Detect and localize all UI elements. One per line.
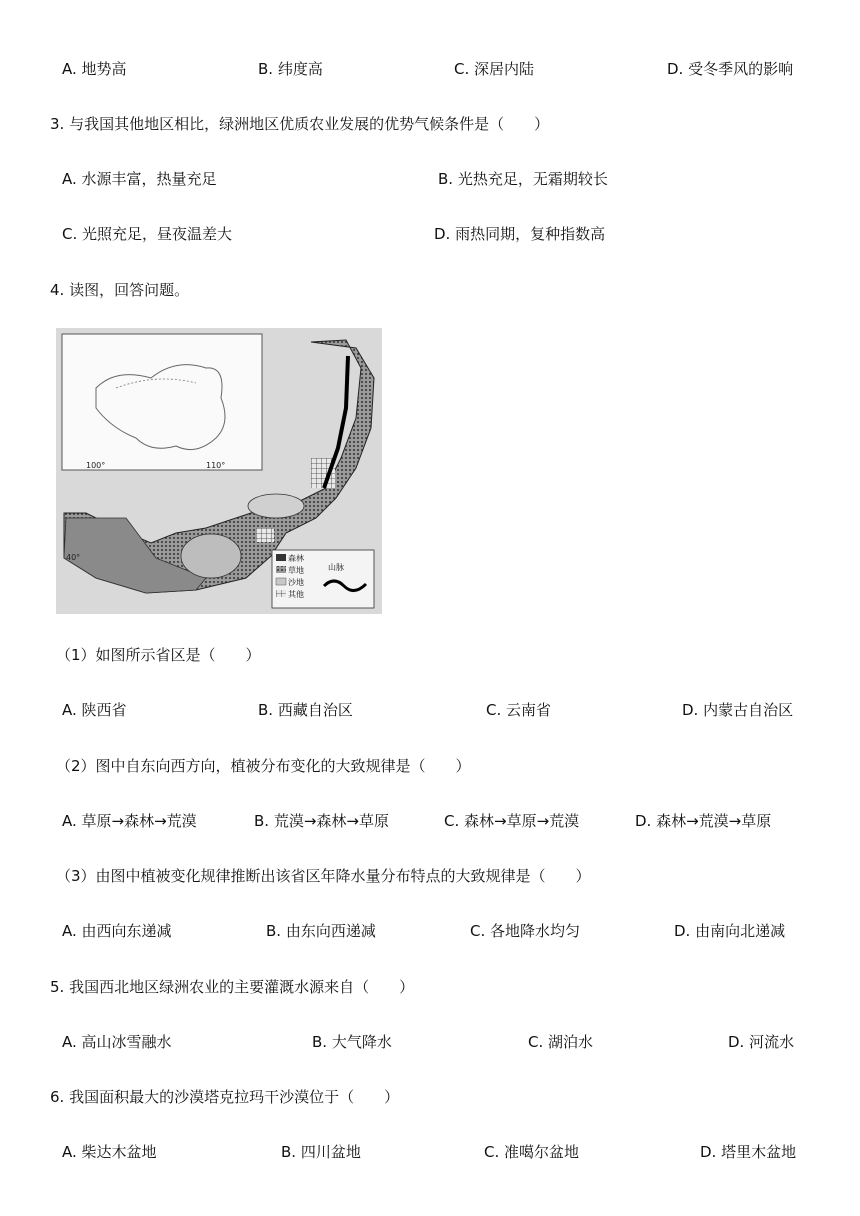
q6-option-b[interactable]: B. 四川盆地	[281, 1143, 361, 1161]
q5-option-d[interactable]: D. 河流水	[728, 1033, 795, 1051]
q4-sub1-option-b[interactable]: B. 西藏自治区	[258, 701, 353, 719]
q3-stem: 3. 与我国其他地区相比，绿洲地区优质农业发展的优势气候条件是（ ）	[50, 115, 550, 133]
q4-sub3-stem: （3）由图中植被变化规律推断出该省区年降水量分布特点的大致规律是（ ）	[56, 867, 591, 885]
q4-sub2-stem: （2）图中自东向西方向，植被分布变化的大致规律是（ ）	[56, 757, 471, 775]
q4-sub2-option-c[interactable]: C. 森林→草原→荒漠	[444, 812, 580, 830]
q2-option-d[interactable]: D. 受冬季风的影响	[667, 60, 794, 78]
q6-stem: 6. 我国面积最大的沙漠塔克拉玛干沙漠位于（ ）	[50, 1088, 400, 1106]
lat-label-40: 40°	[66, 553, 81, 562]
legend-grassland: 草地	[288, 566, 304, 575]
q4-sub1-option-a[interactable]: A. 陕西省	[62, 701, 127, 719]
q5-option-b[interactable]: B. 大气降水	[312, 1033, 392, 1051]
lon-label-110: 110°	[206, 461, 226, 470]
q3-option-d[interactable]: D. 雨热同期，复种指数高	[434, 225, 606, 243]
q4-sub1-option-c[interactable]: C. 云南省	[486, 701, 552, 719]
q4-sub1-option-d[interactable]: D. 内蒙古自治区	[682, 701, 794, 719]
q5-option-c[interactable]: C. 湖泊水	[528, 1033, 594, 1051]
q2-option-b[interactable]: B. 纬度高	[258, 60, 323, 78]
inner-mongolia-vegetation-map	[56, 328, 382, 614]
q6-option-a[interactable]: A. 柴达木盆地	[62, 1143, 157, 1161]
lon-label-100: 100°	[86, 461, 106, 470]
legend-mountain-label: 山脉	[328, 563, 344, 572]
legend-sandland: 沙地	[288, 578, 304, 587]
q4-sub2-option-d[interactable]: D. 森林→荒漠→草原	[635, 812, 772, 830]
q6-option-d[interactable]: D. 塔里木盆地	[700, 1143, 797, 1161]
q5-option-a[interactable]: A. 高山冰雪融水	[62, 1033, 172, 1051]
legend-other: 其他	[288, 590, 304, 599]
q4-sub2-option-a[interactable]: A. 草原→森林→荒漠	[62, 812, 197, 830]
q3-option-a[interactable]: A. 水源丰富，热量充足	[62, 170, 217, 188]
q4-stem: 4. 读图，回答问题。	[50, 281, 190, 299]
q4-sub3-option-a[interactable]: A. 由西向东递减	[62, 922, 172, 940]
q6-option-c[interactable]: C. 准噶尔盆地	[484, 1143, 580, 1161]
q4-sub3-option-c[interactable]: C. 各地降水均匀	[470, 922, 581, 940]
legend-forest: 森林	[288, 554, 304, 563]
q4-sub3-option-b[interactable]: B. 由东向西递减	[266, 922, 376, 940]
q3-option-c[interactable]: C. 光照充足，昼夜温差大	[62, 225, 233, 243]
q4-sub1-stem: （1）如图所示省区是（ ）	[56, 646, 261, 664]
q3-option-b[interactable]: B. 光热充足，无霜期较长	[438, 170, 608, 188]
q2-option-c[interactable]: C. 深居内陆	[454, 60, 535, 78]
q5-stem: 5. 我国西北地区绿洲农业的主要灌溉水源来自（ ）	[50, 978, 415, 996]
q2-option-a[interactable]: A. 地势高	[62, 60, 127, 78]
q4-sub3-option-d[interactable]: D. 由南向北递减	[674, 922, 786, 940]
q4-sub2-option-b[interactable]: B. 荒漠→森林→草原	[254, 812, 389, 830]
